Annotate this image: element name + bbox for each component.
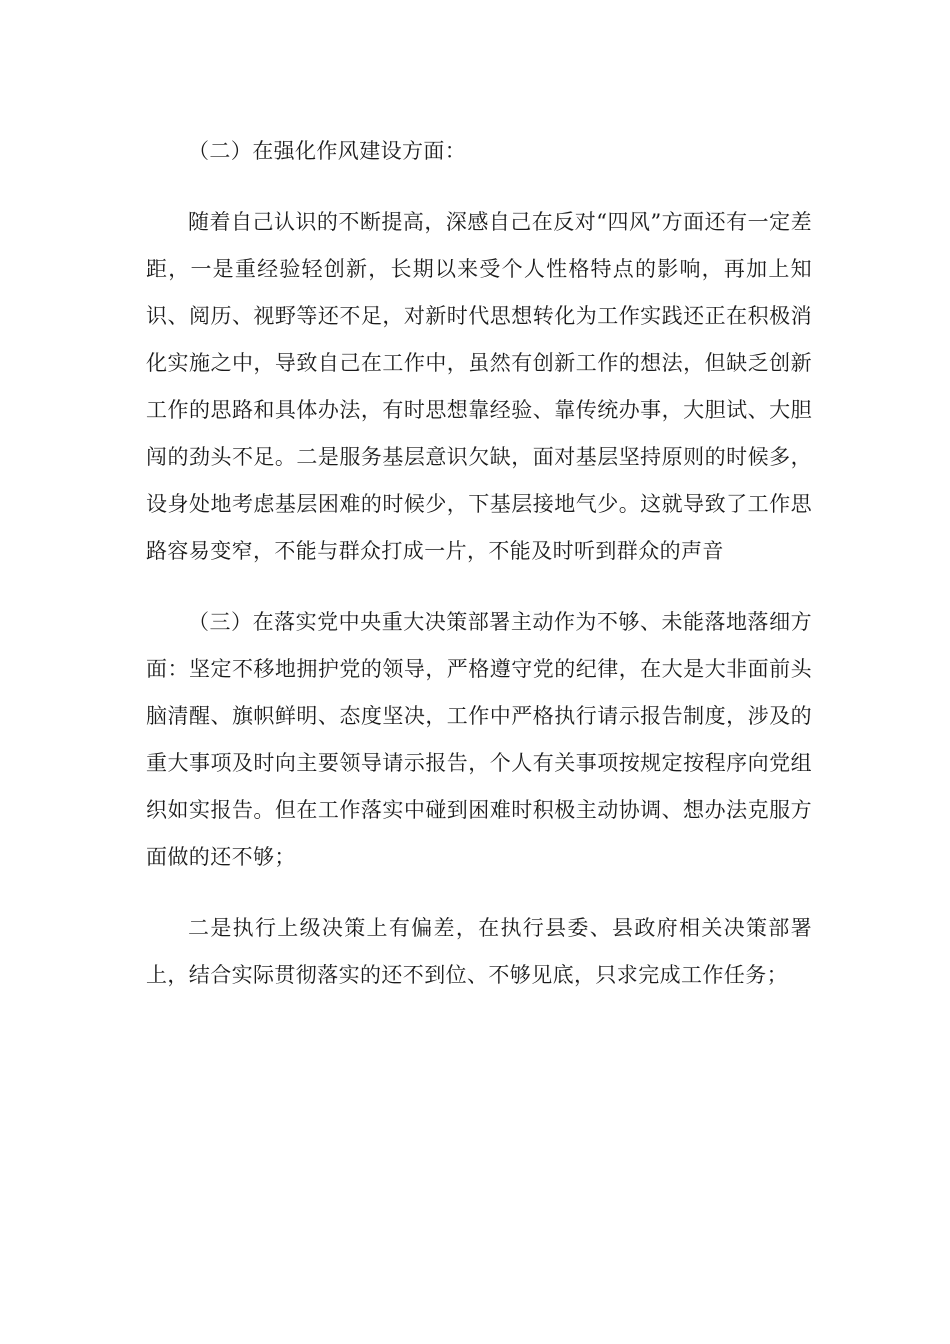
section-heading-2: （二）在强化作风建设方面： <box>188 139 467 163</box>
paragraph-work-style: 随着自己认识的不断提高，深感自己在反对“四风”方面还有一定差距，一是重经验轻创新，长期以来受个人性格特点的影响，再加上知识、阅历、视野等还不足，对新时代思想转化为工作实践还正在积极消化实施之中，导致自己在工作中，虽然有创新工作的想法，但缺乏创新工作的思路和具体办法，有时思想靠经验、靠传统办事，大胆试、大胆闯的劲头不足。二是服务基层意识欠缺，面对基层坚持原则的时候多，设身处地考虑基层困难的时候少，下基层接地气少。这就导致了工作思路容易变窄，不能与群众打成一片，不能及时听到群众的声音 <box>146 210 812 563</box>
paragraph-section-3: （三）在落实党中央重大决策部署主动作为不够、未能落地落细方面：坚定不移地拥护党的领导，严格遵守党的纪律，在大是大非面前头脑清醒、旗帜鲜明、态度坚决，工作中严格执行请示报告制度，涉及的重大事项及时向主要领导请示报告，个人有关事项按规定按程序向党组织如实报告。但在工作落实中碰到困难时积极主动协调、想办法克服方面做的还不够； <box>146 610 812 869</box>
paragraph-gap <box>146 575 812 599</box>
paragraph-policy-execution: 二是执行上级决策上有偏差，在执行县委、县政府相关决策部署上，结合实际贯彻落实的还不到位、不够见底，只求完成工作任务； <box>146 916 812 987</box>
paragraph-gap <box>146 881 812 905</box>
paragraph-gap <box>146 175 812 199</box>
document-body <box>146 128 812 999</box>
